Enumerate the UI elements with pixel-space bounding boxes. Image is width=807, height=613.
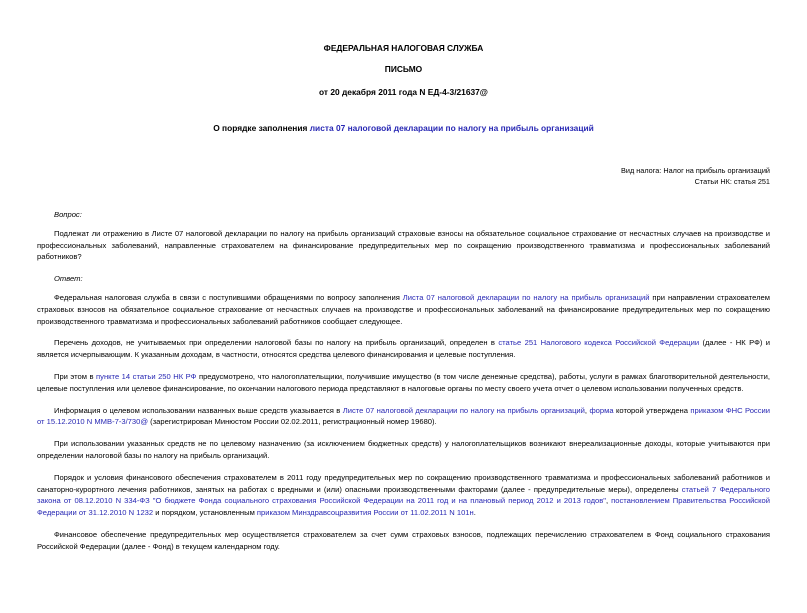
p5-text-a: При использовании указанных средств не по целевому назначению (за исключением бюджетных средств) у налогоплательщиков возникают внереализационные доходы, которые учитываются при определении налоговой базы по налогу на прибыль организаций.	[37, 439, 770, 460]
p3-text-a: При этом в	[54, 371, 97, 381]
p6-text-d: .	[473, 508, 476, 518]
question-label: Вопрос:	[54, 210, 82, 219]
p6-link-government-resolution[interactable]: постановлением Правительства Российской Федерации от 31.12.2010 N 1232	[37, 496, 770, 518]
p6-text-a: Порядок и условия финансового обеспечения страхователем в 2011 году предупредительных мер по сокращению производственного травматизма и профессиональных заболеваний работников и санаторно-курортного лечения работников, занятых на работах с вредными и (или) опасными производственными факторами (далее - предупредительные меры), определены	[37, 472, 770, 494]
organization-heading: ФЕДЕРАЛЬНАЯ НАЛОГОВАЯ СЛУЖБА	[323, 43, 484, 53]
document-page	[0, 42, 807, 613]
p3-link-article-250[interactable]: пункте 14 статьи 250 НК РФ	[96, 371, 197, 381]
tax-code-articles: Статьи НК: статья 251	[694, 177, 770, 186]
document-meta	[37, 165, 770, 187]
document-type-heading: ПИСЬМО	[384, 64, 423, 74]
p1-link-sheet-07[interactable]: Листа 07 налоговой декларации по налогу на прибыль организаций	[402, 292, 650, 302]
p4-text-b: ,	[584, 405, 590, 415]
p2-text-b: (далее - НК РФ) и является исчерпывающим. К указанным доходам, в частности, относятся средства целевого финансирования и целевые поступления.	[37, 338, 770, 360]
p6-text-c: и порядком, установленным	[153, 508, 257, 518]
p7-text-a: Финансовое обеспечение предупредительных мер осуществляется страхователем за счет сумм страховых взносов, подлежащих перечислению страхователем в Фонд социального страхования Российской Федерации (далее - Фонд) в текущем календарном году.	[37, 529, 770, 551]
p2-link-article-251[interactable]: статье 251 Налогового кодекса Российской Федерации	[498, 338, 700, 348]
document-subject	[37, 122, 770, 134]
p6-link-federal-law[interactable]: статьей 7 Федерального закона от 08.12.2010 N 334-ФЗ "О бюджете Фонда социального страхования Российской Федерации на 2011 год и на плановый период 2012 и 2013 годов"	[37, 484, 771, 506]
p4-text-a: Информация о целевом использовании названных выше средств указывается в	[54, 405, 343, 415]
p2-text-a: Перечень доходов, не учитываемых при определении налоговой базы по налогу на прибыль организаций, определен в	[54, 338, 499, 348]
p4-text-d: (зарегистрирован Минюстом России 02.02.2011, регистрационный номер 19680).	[148, 417, 437, 427]
answer-paragraph-7	[37, 529, 770, 553]
answer-label: Ответ:	[54, 274, 83, 284]
p3-text-b: предусмотрено, что налогоплательщики, получившие имущество (в том числе денежные средства), работы, услуги в рамках благотворительной деятельности, целевые поступления или целевое финансирование, по окончании налогового периода представляют в налоговые органы по месту своего учета отчет о целевом использовании полученных средств.	[37, 371, 771, 393]
p6-text-b: ,	[605, 496, 612, 506]
tax-type: Вид налога: Налог на прибыль организаций	[621, 166, 770, 175]
question-text: Подлежат ли отражению в Листе 07 налоговой декларации по налогу на прибыль организаций страховые взносы на обязательное социальное страхование от несчастных случаев на производстве и профессиональных заболеваний, направленные страхователем на финансирование предупредительных мер по сокращению производственного травматизма и профессиональных заболеваний работников?	[37, 228, 770, 262]
answer-paragraph-3	[37, 371, 770, 395]
answer-paragraph-4	[37, 405, 770, 429]
p6-link-ministry-order[interactable]: приказом Минздравсоцразвития России от 11.02.2011 N 101н	[256, 508, 474, 518]
p1-text-b: при направлении страхователем страховых взносов на обязательное социальное страхование от несчастных случаев на производстве и профессиональных заболеваний на финансирование предупредительных мер по сокращению производственного травматизма и профессиональных заболеваний работников сообщает следующее.	[37, 292, 770, 326]
answer-paragraph-6	[37, 472, 770, 519]
p4-link-sheet-07[interactable]: Листе 07 налоговой декларации по налогу на прибыль организаций	[342, 405, 585, 415]
answer-paragraph-5	[37, 438, 770, 462]
p4-link-form[interactable]: форма	[589, 405, 614, 415]
subject-prefix: О порядке заполнения	[213, 123, 310, 133]
subject-link[interactable]: листа 07 налоговой декларации по налогу на прибыль организаций	[309, 123, 594, 133]
answer-paragraph-1	[37, 292, 770, 327]
p4-link-fns-order[interactable]: приказом ФНС России от 15.12.2010 N ММВ-7-3/730@	[37, 405, 770, 427]
document-date-number: от 20 декабря 2011 года N ЕД-4-3/21637@	[319, 87, 488, 97]
p1-text-a: Федеральная налоговая служба в связи с поступившими обращениями по вопросу заполнения	[54, 292, 403, 302]
p4-text-c: которой утверждена	[613, 405, 691, 415]
answer-paragraph-2	[37, 337, 770, 361]
